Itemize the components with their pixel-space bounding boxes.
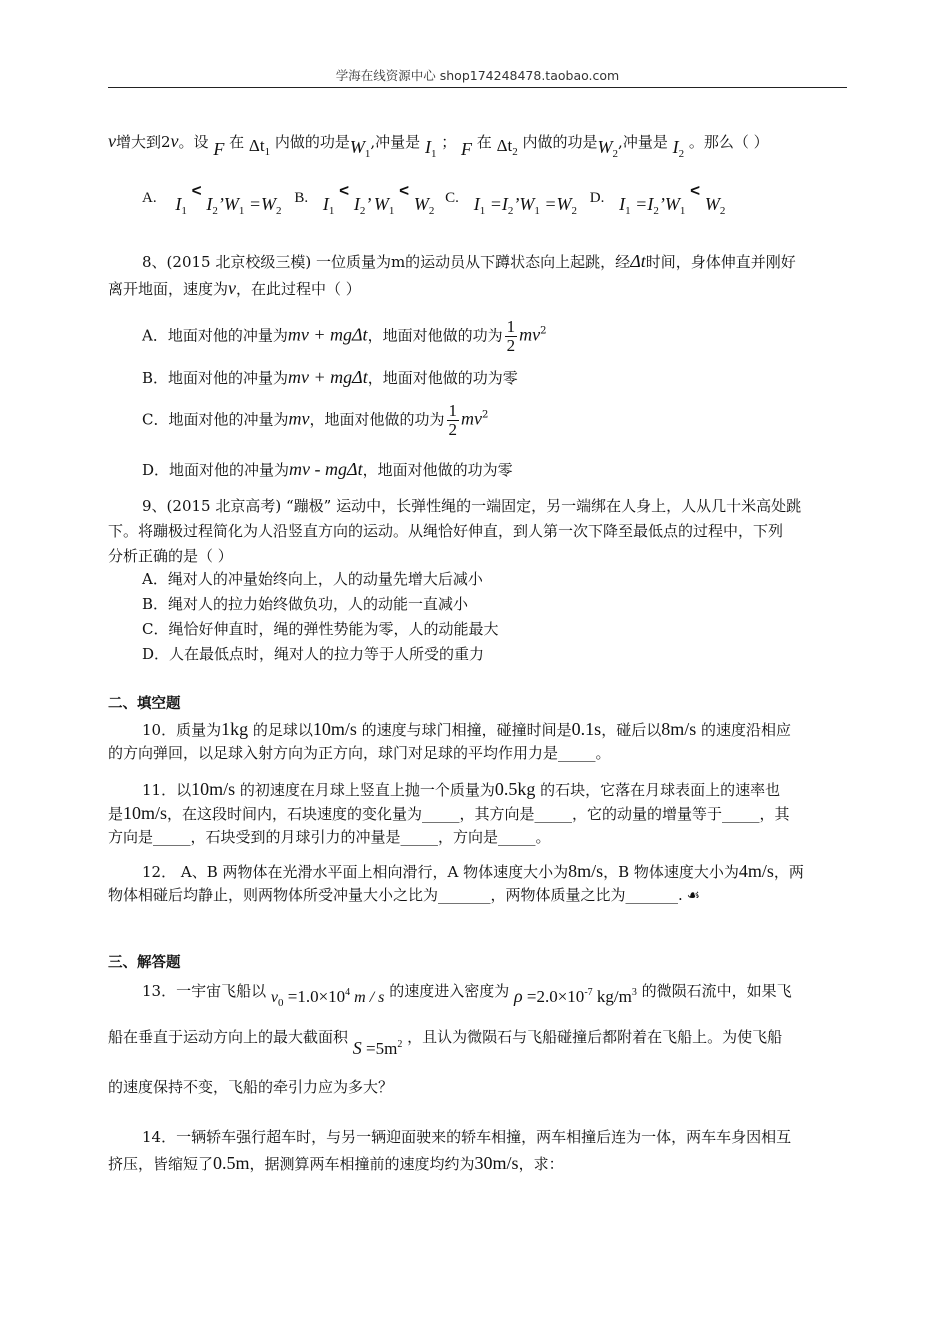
q13-line3: 的速度保持不变，飞船的牵引力应为多大？ — [108, 1078, 394, 1096]
page-header: 学海在线资源中心 shop174248478.taobao.com — [108, 66, 847, 88]
q8-option-a: A．地面对他的冲量为mv + mgΔt，地面对他做的功为 $\frac{1}{2}$ $mv^2$ — [142, 317, 547, 355]
q11-line1: 11．以10m/s 的初速度在月球上竖直上抛一个质量为0.5kg 的石块，它落在月球表面上的速率也 — [142, 779, 781, 799]
q11-line2: 是10m/s，在这段时间内，石块速度的变化量为_____，其方向是_____，它的动量的增量等于_____，其 — [108, 803, 790, 823]
q11-line3: 方向是_____，石块受到的月球引力的冲量是_____，方向是_____。 — [108, 828, 551, 846]
q9-line2: 下。将蹦极过程简化为人沿竖直方向的运动。从绳恰好伸直，到人第一次下降至最低点的过程中，下列 — [108, 522, 784, 540]
section-answer-title: 三、解答题 — [108, 955, 181, 971]
q9-option-b: B．绳对人的拉力始终做负功，人的动能一直减小 — [142, 595, 469, 613]
q13-line1: 13．一宇宙飞船以 $v_0 =1.0\times 10^4$ m / s 的速度进入密度为 $\rho =2.0\times 10^{-7}$ $kg/m^3$ 的微陨石流中，如果飞 — [142, 982, 792, 1009]
q14-line2: 挤压，皆缩短了0.5m，据测算两车相撞前的速度均约为30m/s，求： — [108, 1153, 564, 1173]
q9-option-a: A．绳对人的冲量始终向上，人的动量先增大后减小 — [142, 570, 483, 588]
q12-line2: 物体相碰后均静止，则两物体所受冲量大小之比为_______，两物体质量之比为_______. ☙ — [108, 886, 701, 904]
q8-stem-line2: 离开地面，速度为v，在此过程中（ ） — [108, 278, 361, 298]
q10-line2: 的方向弹回，以足球入射方向为正方向，球门对足球的平均作用力是_____。 — [108, 744, 611, 762]
q9-line3: 分析正确的是（ ） — [108, 547, 233, 565]
hand-mark-icon: ☙ — [686, 886, 701, 904]
q8-stem-line1: 8、(2015 北京校级三模) 一位质量为m的运动员从下蹲状态向上起跳，经Δt时间，身体伸直并刚好 — [142, 251, 796, 271]
q9-option-d: D．人在最低点时，绳对人的拉力等于人所受的重力 — [142, 645, 485, 663]
q13-line2: 船在垂直于运动方向上的最大截面积 $S =5m^2$ ，且认为微陨石与飞船碰撞后都附着在飞船上。为使飞船 — [108, 1028, 783, 1058]
q8-option-c: C．地面对他的冲量为mv，地面对他做的功为 $\frac{1}{2}$ $mv^2$ — [142, 401, 489, 439]
q8-option-d: D．地面对他的冲量为mv - mgΔt，地面对他做的功为零 — [142, 459, 513, 479]
q14-line1: 14．一辆轿车强行超车时，与另一辆迎面驶来的轿车相撞，两车相撞后连为一体，两车车身因相互 — [142, 1128, 792, 1146]
section-fill-blank-title: 二、填空题 — [108, 696, 181, 712]
q8-option-b: B．地面对他的冲量为mv + mgΔt，地面对他做的功为零 — [142, 367, 518, 387]
q7-intro: v增大到2v。设 F 在 $\Delta t_1$ 内做的功是$W_1$,冲量是 $I_1$ ； F 在 $\Delta t_2$ 内做的功是$W_2$,冲量是 $I_2$ 。那么（ ） — [108, 131, 769, 160]
q9-line1: 9、(2015 北京高考) “蹦极” 运动中，长弹性绳的一端固定，另一端绑在人身上，人从几十米高处跳 — [142, 497, 802, 515]
q10-line1: 10．质量为1kg 的足球以10m/s 的速度与球门相撞，碰撞时间是0.1s，碰后以8m/s 的速度沿相应 — [142, 719, 791, 739]
q12-line1: 12． A、B 两物体在光滑水平面上相向滑行，A 物体速度大小为8m/s，B 物体速度大小为4m/s，两 — [142, 861, 804, 881]
q7-options: A. $I_1$ < $I_2’W_1 =W_2$ B. $I_1 < I_2$’ $W_1 < W_2$ C. $I_1$ $=I_2’W_1 =W_2$ D. $I_1$ $=I_2’W_1 < W_2$ — [142, 181, 726, 217]
q9-option-c: C．绳恰好伸直时，绳的弹性势能为零，人的动能最大 — [142, 620, 499, 638]
